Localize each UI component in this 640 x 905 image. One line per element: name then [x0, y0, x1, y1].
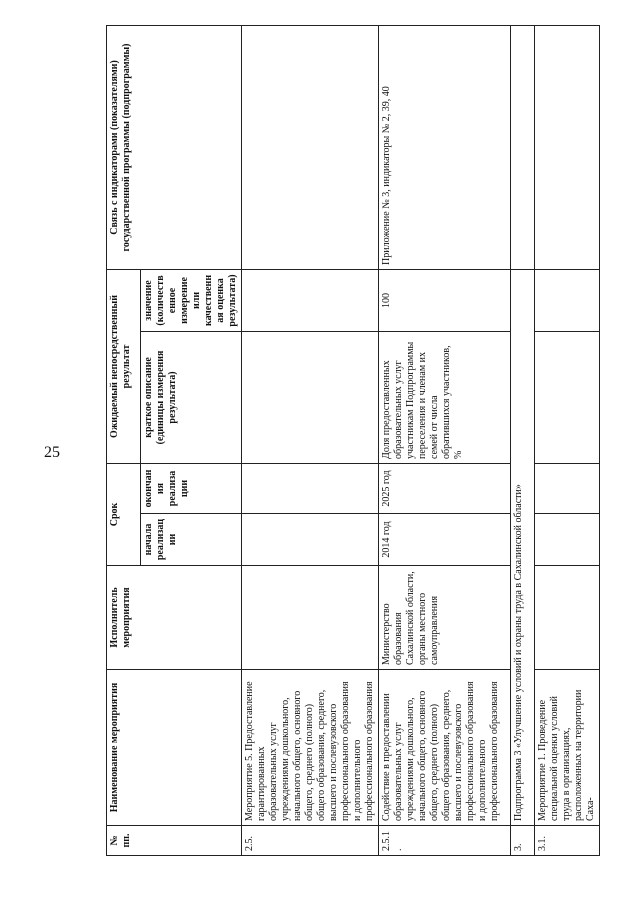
row-executor: [242, 566, 379, 670]
table-row: [511, 25, 535, 855]
row-link: [535, 25, 600, 269]
row-start: 2014 год: [379, 514, 511, 566]
row-end: [242, 463, 379, 513]
header-expected: Ожидаемый непосредственный результат: [107, 269, 141, 463]
header-name: Наименование мероприятия: [107, 670, 242, 826]
header-exp-value: значение (количественное измерение или качественная оценка результата): [141, 269, 242, 331]
row-end: [535, 463, 600, 513]
header-num: № пп.: [107, 826, 242, 856]
row-num: 3.1.: [535, 826, 600, 856]
page-number: 25: [44, 444, 60, 461]
row-executor: [535, 566, 600, 670]
program-table: [106, 25, 600, 856]
table-row: [242, 25, 379, 855]
row-name: Мероприятие 5. Предоставление гарантированных образовательных услуг учреждениями дошкольного, начального общего, основного общего, среднего (полного) общего образования, среднего, высшего и послевузовского профессионального образования и дополнительного профессионального образования: [242, 670, 379, 826]
row-name: Содействие в предоставлении образовательных услуг учреждениями дошкольного, начального общего, основного общего, среднего (полного) общего образования, среднего, высшего и послевузовского профессионального образования и дополнительного профессионального образования: [379, 670, 511, 826]
header-term: Срок: [107, 463, 141, 565]
subprogram-title: Подпрограмма 3 «Улучшение условий и охраны труда в Сахалинской области»: [511, 269, 535, 825]
row-link: [511, 25, 535, 269]
row-value: [242, 269, 379, 331]
row-start: [535, 514, 600, 566]
header-exp-desc: краткое описание (единицы измерения результата): [141, 331, 242, 463]
row-num: 3.: [511, 826, 535, 856]
row-name: Мероприятие 1. Проведение специальной оценки условий труда в организациях, расположенных на территории Саха-: [535, 670, 600, 826]
row-value: [535, 269, 600, 331]
row-start: [242, 514, 379, 566]
header-term-start: начала реализации: [141, 514, 242, 566]
row-link: [242, 25, 379, 269]
row-link: Приложение № 3, индикаторы № 2, 39, 40: [379, 25, 511, 269]
row-end: 2025 год: [379, 463, 511, 513]
row-value: 100: [379, 269, 511, 331]
table-row: [535, 25, 600, 855]
header-term-end: окончания реализации: [141, 463, 242, 513]
row-num: 2.5.1.: [379, 826, 511, 856]
header-link: Связь с индикаторами (показателями) государственной программы (подпрограммы): [107, 25, 242, 269]
header-executor: Исполнитель мероприятия: [107, 566, 242, 670]
row-desc: [242, 331, 379, 463]
row-num: 2.5.: [242, 826, 379, 856]
header-row-1: [107, 25, 141, 855]
row-desc: Доля предоставленных образовательных услуг участникам Подпрограммы переселения и членам их семей от числа обратившихся участников, %: [379, 331, 511, 463]
row-executor: Министерство образования Сахалинской области, органы местного самоуправления: [379, 566, 511, 670]
table-row: [379, 25, 511, 855]
row-desc: [535, 331, 600, 463]
